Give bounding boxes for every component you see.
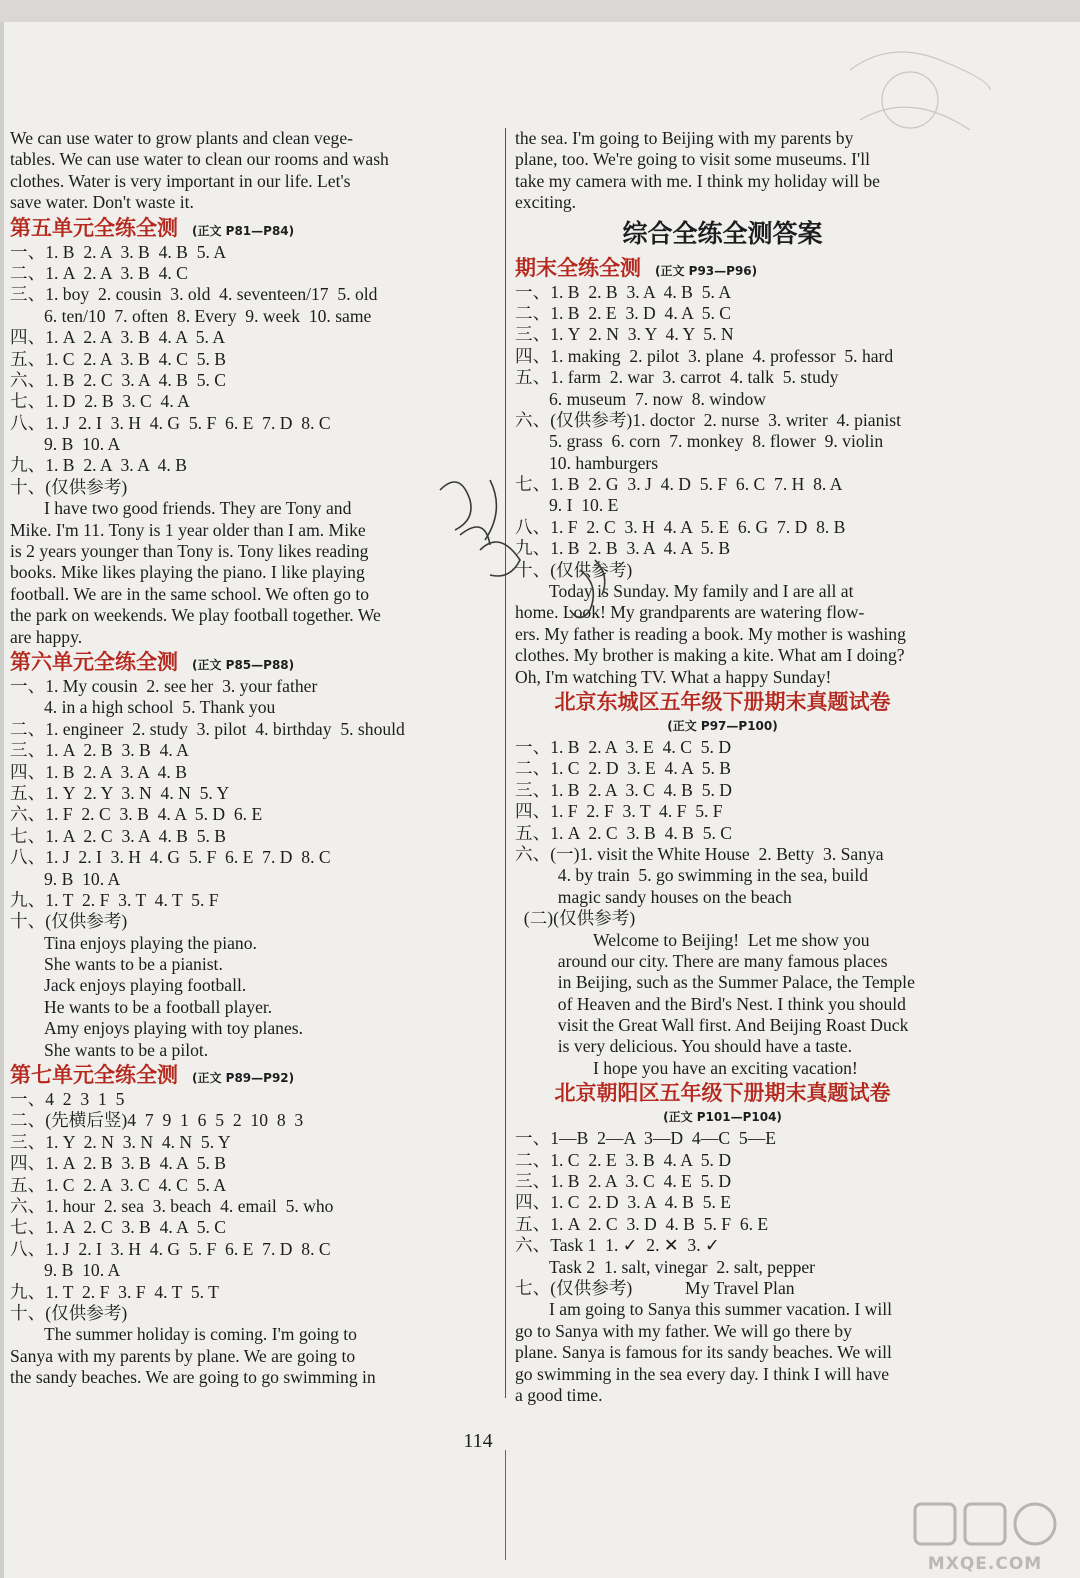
answer-line: in Beijing, such as the Summer Palace, the Temple bbox=[549, 972, 915, 993]
answer-line: 9. B 10. A bbox=[44, 434, 121, 455]
answer-line: Amy enjoys playing with toy planes. bbox=[44, 1018, 303, 1039]
answer-line: She wants to be a pilot. bbox=[44, 1039, 209, 1060]
answer-line: 十、(仅供参考) bbox=[10, 1302, 128, 1323]
answer-line: 五、1. A 2. C 3. B 4. B 5. C bbox=[515, 822, 733, 843]
answer-line: 八、1. J 2. I 3. H 4. G 5. F 6. E 7. D 8. C bbox=[10, 847, 331, 868]
section-title bbox=[515, 1079, 930, 1107]
watermark-logo bbox=[895, 1496, 1075, 1574]
section-page-reference: (正文 P85—P88) bbox=[192, 657, 295, 672]
section-title bbox=[515, 254, 930, 282]
answer-line: 四、1. B 2. A 3. A 4. B bbox=[10, 761, 187, 782]
answer-line: 一、1—B 2—A 3—D 4—C 5—E bbox=[515, 1128, 776, 1149]
answer-line: Jack enjoys playing football. bbox=[44, 975, 247, 996]
answer-line: Tina enjoys playing the piano. bbox=[44, 932, 257, 953]
answer-line: 七、(仅供参考) My Travel Plan bbox=[515, 1277, 795, 1298]
section-title bbox=[10, 1061, 450, 1089]
section-title bbox=[10, 648, 450, 676]
answer-line: go to Sanya with my father. We will go there by bbox=[515, 1320, 852, 1341]
answer-line: 四、1. C 2. D 3. A 4. B 5. E bbox=[515, 1192, 732, 1213]
section-page-reference: (正文 P93—P96) bbox=[655, 263, 758, 278]
answer-line: 六、(仅供参考)1. doctor 2. nurse 3. writer 4. pianist bbox=[515, 409, 902, 430]
answer-line: 八、1. J 2. I 3. H 4. G 5. F 6. E 7. D 8. C bbox=[10, 412, 331, 433]
answer-line: I hope you have an exciting vacation! bbox=[593, 1057, 858, 1078]
answer-line: a good time. bbox=[515, 1384, 603, 1405]
answer-line: 5. grass 6. corn 7. monkey 8. flower 9. violin bbox=[549, 431, 884, 452]
answer-line: Sanya with my parents by plane. We are going to bbox=[10, 1345, 356, 1366]
answer-line: plane. Sanya is famous for its sandy beaches. We will bbox=[515, 1342, 892, 1363]
answer-line: 十、(仅供参考) bbox=[10, 911, 128, 932]
answer-line: 五、1. C 2. A 3. C 4. C 5. A bbox=[10, 1174, 227, 1195]
section-page-reference: (正文 P89—P92) bbox=[192, 1071, 295, 1086]
answer-line: 二、1. A 2. A 3. B 4. C bbox=[10, 262, 188, 283]
answer-line: of Heaven and the Bird's Nest. I think you should bbox=[549, 993, 906, 1014]
answer-line: 五、1. Y 2. Y 3. N 4. N 5. Y bbox=[10, 782, 230, 803]
answer-line: 七、1. A 2. C 3. B 4. A 5. C bbox=[10, 1217, 227, 1238]
section-title-text: 期末全练全测 bbox=[515, 255, 641, 280]
answer-line: 6. museum 7. now 8. window bbox=[549, 388, 766, 409]
answer-line: 10. hamburgers bbox=[549, 452, 659, 473]
answer-line: 六、1. F 2. C 3. B 4. A 5. D 6. E bbox=[10, 804, 263, 825]
watermark-text: MXQE.COM bbox=[927, 1554, 1043, 1574]
answer-line: home. Look! My grandparents are watering flow- bbox=[515, 602, 865, 623]
answer-line: 三、1. boy 2. cousin 3. old 4. seventeen/17 5. old bbox=[10, 284, 378, 305]
right-column bbox=[515, 128, 930, 1406]
answer-line: tables. We can use water to clean our rooms and wash bbox=[10, 149, 389, 170]
section-title bbox=[10, 214, 450, 242]
answer-line: 6. ten/10 7. often 8. Every 9. week 10. same bbox=[44, 305, 372, 326]
answer-line: 九、1. T 2. F 3. F 4. T 5. T bbox=[10, 1281, 219, 1302]
answer-line: 一、4 2 3 1 5 bbox=[10, 1089, 125, 1110]
answer-line: 六、(一)1. visit the White House 2. Betty 3. Sanya bbox=[515, 843, 884, 864]
answer-line: 一、1. B 2. B 3. A 4. B 5. A bbox=[515, 281, 732, 302]
answer-line: plane, too. We're going to visit some museums. I'll bbox=[515, 149, 870, 170]
answer-line: The summer holiday is coming. I'm going to bbox=[44, 1324, 357, 1345]
section-page-reference: (正文 P81—P84) bbox=[192, 223, 295, 238]
answer-line: around our city. There are many famous places bbox=[549, 950, 888, 971]
answer-line: take my camera with me. I think my holiday will be bbox=[515, 170, 880, 191]
answer-line: Today is Sunday. My family and I are all at bbox=[549, 581, 854, 602]
answer-line: 二、1. C 2. D 3. E 4. A 5. B bbox=[515, 758, 732, 779]
answer-line: 九、1. B 2. B 3. A 4. A 5. B bbox=[515, 538, 731, 559]
answer-line: 十、(仅供参考) bbox=[515, 559, 633, 580]
answer-line: 三、1. A 2. B 3. B 4. A bbox=[10, 740, 189, 761]
answer-line: 三、1. B 2. A 3. C 4. E 5. D bbox=[515, 1171, 732, 1192]
section-title-text: 第六单元全练全测 bbox=[10, 649, 178, 674]
answer-line: go swimming in the sea every day. I think I will have bbox=[515, 1363, 890, 1384]
answer-line: She wants to be a pianist. bbox=[44, 954, 223, 975]
answer-line: 二、1. C 2. E 3. B 4. A 5. D bbox=[515, 1149, 732, 1170]
answer-line: (二)(仅供参考) bbox=[515, 908, 636, 929]
section-title-text: 第五单元全练全测 bbox=[10, 215, 178, 240]
answer-line: 六、1. hour 2. sea 3. beach 4. email 5. who bbox=[10, 1195, 334, 1216]
answer-line: 二、(先横后竖)4 7 9 1 6 5 2 10 8 3 bbox=[10, 1110, 304, 1131]
answer-line: ers. My father is reading a book. My mother is washing bbox=[515, 623, 906, 644]
answer-line: Task 2 1. salt, vinegar 2. salt, pepper bbox=[549, 1256, 816, 1277]
answer-line: exciting. bbox=[515, 192, 577, 213]
answer-line: books. Mike likes playing the piano. I like playing bbox=[10, 562, 365, 583]
section-title-text: 北京朝阳区五年级下册期末真题试卷 bbox=[554, 1081, 891, 1106]
answer-line: 四、1. making 2. pilot 3. plane 4. professor 5. hard bbox=[515, 345, 894, 366]
answer-line: 四、1. A 2. B 3. B 4. A 5. B bbox=[10, 1153, 227, 1174]
answer-line: 4. in a high school 5. Thank you bbox=[44, 697, 276, 718]
answer-line: 一、1. My cousin 2. see her 3. your father bbox=[10, 675, 318, 696]
answer-line: 四、1. F 2. F 3. T 4. F 5. F bbox=[515, 801, 723, 822]
answer-line: 七、1. D 2. B 3. C 4. A bbox=[10, 391, 190, 412]
answer-line: visit the Great Wall first. And Beijing Roast Duck bbox=[549, 1015, 909, 1036]
answer-line: 五、1. C 2. A 3. B 4. C 5. B bbox=[10, 348, 227, 369]
answers-heading: 综合全练全测答案 bbox=[622, 218, 823, 248]
answer-line: 4. by train 5. go swimming in the sea, build bbox=[549, 865, 869, 886]
section-title bbox=[515, 688, 930, 716]
answer-line: 五、1. A 2. C 3. D 4. B 5. F 6. E bbox=[515, 1213, 769, 1234]
answer-line: 十、(仅供参考) bbox=[10, 476, 128, 497]
answer-line: 一、1. B 2. A 3. B 4. B 5. A bbox=[10, 241, 227, 262]
answer-line: football. We are in the same school. We often go to bbox=[10, 583, 370, 604]
answer-line: 一、1. B 2. A 3. E 4. C 5. D bbox=[515, 736, 732, 757]
answer-line: 九、1. B 2. A 3. A 4. B bbox=[10, 455, 187, 476]
section-title-text: 北京东城区五年级下册期末真题试卷 bbox=[554, 689, 891, 714]
answer-line: He wants to be a football player. bbox=[44, 996, 273, 1017]
answer-line: 二、1. B 2. E 3. D 4. A 5. C bbox=[515, 302, 732, 323]
answer-line: 四、1. A 2. A 3. B 4. A 5. A bbox=[10, 327, 226, 348]
section-page-reference: (正文 P97—P100) bbox=[667, 718, 778, 733]
answer-line: 八、1. F 2. C 3. H 4. A 5. E 6. G 7. D 8. B bbox=[515, 516, 846, 537]
answer-line: 八、1. J 2. I 3. H 4. G 5. F 6. E 7. D 8. C bbox=[10, 1238, 331, 1259]
answer-line: 三、1. Y 2. N 3. Y 4. Y 5. N bbox=[515, 324, 734, 345]
answer-line: the park on weekends. We play football together. We bbox=[10, 605, 381, 626]
answer-line: clothes. Water is very important in our life. Let's bbox=[10, 170, 351, 191]
answer-line: Oh, I'm watching TV. What a happy Sunday! bbox=[515, 666, 832, 687]
answer-line: clothes. My brother is making a kite. What am I doing? bbox=[515, 645, 905, 666]
footer-divider bbox=[505, 1450, 506, 1560]
answer-line: 六、Task 1 1. ✓ 2. ✕ 3. ✓ bbox=[515, 1235, 720, 1256]
answer-line: 五、1. farm 2. war 3. carrot 4. talk 5. study bbox=[515, 367, 839, 388]
pencil-scribble-mark bbox=[430, 460, 630, 640]
page-top-edge bbox=[0, 0, 1080, 22]
answer-line: We can use water to grow plants and clean vege- bbox=[10, 128, 353, 148]
answer-line: 六、1. B 2. C 3. A 4. B 5. C bbox=[10, 369, 227, 390]
answer-line: I am going to Sanya this summer vacation. I will bbox=[549, 1299, 893, 1320]
answer-line: 七、1. B 2. G 3. J 4. D 5. F 6. C 7. H 8. A bbox=[515, 474, 843, 495]
answer-line: magic sandy houses on the beach bbox=[549, 886, 792, 907]
watermark-emblem-icon bbox=[895, 1496, 1075, 1552]
answer-line: 9. B 10. A bbox=[44, 1260, 121, 1281]
left-margin-rule bbox=[0, 22, 4, 1578]
answer-line: I have two good friends. They are Tony and bbox=[44, 498, 352, 519]
answer-line: 二、1. engineer 2. study 3. pilot 4. birthday 5. should bbox=[10, 718, 405, 739]
section-page-reference: (正文 P101—P104) bbox=[663, 1110, 782, 1125]
answer-line: Mike. I'm 11. Tony is 1 year older than I am. Mike bbox=[10, 519, 366, 540]
answer-line: Welcome to Beijing! Let me show you bbox=[593, 929, 870, 950]
answer-line: 9. B 10. A bbox=[44, 868, 121, 889]
answer-line: save water. Don't waste it. bbox=[10, 192, 194, 213]
answer-line: is very delicious. You should have a taste. bbox=[549, 1036, 852, 1057]
answer-line: the sandy beaches. We are going to go swimming in bbox=[10, 1367, 376, 1388]
left-column bbox=[10, 128, 450, 1388]
answer-line: is 2 years younger than Tony is. Tony likes reading bbox=[10, 541, 369, 562]
page-number: 114 bbox=[463, 1430, 493, 1452]
answer-line: 三、1. B 2. A 3. C 4. B 5. D bbox=[515, 779, 733, 800]
answer-line: 三、1. Y 2. N 3. N 4. N 5. Y bbox=[10, 1131, 231, 1152]
answer-line: 九、1. T 2. F 3. T 4. T 5. F bbox=[10, 889, 219, 910]
answer-line: are happy. bbox=[10, 626, 83, 647]
section-title-text: 第七单元全练全测 bbox=[10, 1063, 178, 1088]
answer-line: 9. I 10. E bbox=[549, 495, 619, 516]
answer-line: 七、1. A 2. C 3. A 4. B 5. B bbox=[10, 825, 227, 846]
answer-line: the sea. I'm going to Beijing with my parents by bbox=[515, 128, 854, 148]
column-divider bbox=[505, 128, 506, 1398]
